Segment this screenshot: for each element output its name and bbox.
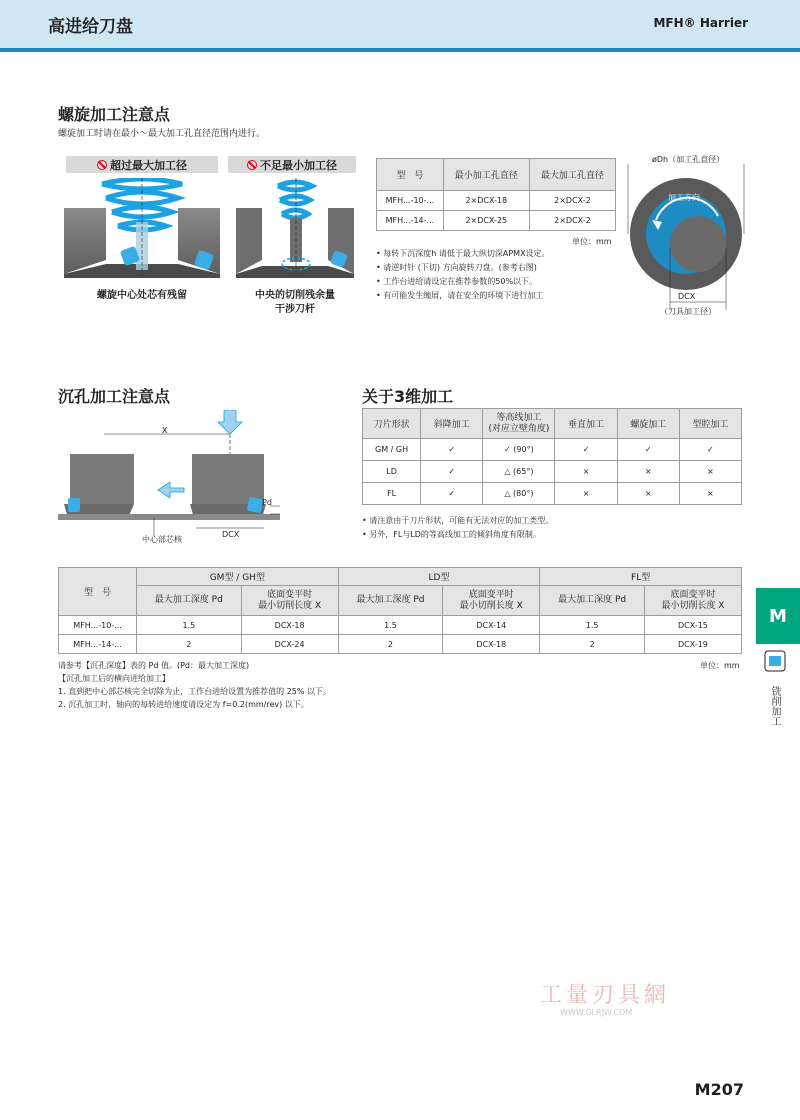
table-row — [59, 616, 742, 635]
watermark: 工量刃具網 — [540, 983, 671, 1008]
tool-diameter-label: （刀具加工径） — [660, 307, 716, 316]
prohibited-icon — [247, 160, 257, 170]
bottom-notes — [58, 659, 678, 711]
spiral-diameter-table — [376, 158, 616, 231]
cell: 2 — [540, 635, 645, 654]
table-row — [377, 211, 616, 231]
cell: × — [555, 461, 617, 483]
table-row — [363, 439, 742, 461]
side-category-label: 铣削加工 — [769, 686, 780, 726]
note-line: • 工作台进给请设定在推荐参数的50%以下。 — [376, 277, 538, 286]
prohibited-icon — [97, 160, 107, 170]
cell: MFH...-14-... — [377, 211, 444, 231]
warn-under-min — [228, 156, 356, 173]
caption-interferes-holder: 干涉刀杆 — [275, 304, 315, 315]
three-d-notes — [362, 514, 742, 542]
cell: 2 — [338, 635, 443, 654]
cell: 2×DCX-25 — [443, 211, 529, 231]
note-line: 2. 沉孔加工时，轴向的每转进给速度请设定为 f=0.2(mm/rev) 以下。 — [58, 700, 309, 709]
cell: × — [679, 483, 741, 505]
cell: DCX-24 — [241, 635, 338, 654]
cell: 1.5 — [137, 616, 242, 635]
group-fl: FL型 — [540, 568, 742, 586]
note-line: • 有可能发生缠屑，请在安全的环境下进行加工 — [376, 291, 544, 300]
spiral-under-min-illustration — [234, 178, 356, 282]
three-d-section-title: 关于3维加工 — [362, 387, 454, 406]
col-max-depth: 最大加工深度 Pd — [540, 586, 645, 616]
note-line: • 请逆时针 (下切) 方向旋转刀盘。(参考右图) — [376, 263, 537, 272]
col-model: 型 号 — [377, 159, 444, 191]
cell: 2×DCX-2 — [529, 211, 615, 231]
note-line: • 请注意由于刀片形状，可能有无法对应的加工类型。 — [362, 516, 554, 525]
cell: MFH...-14-... — [59, 635, 137, 654]
cell: 2 — [137, 635, 242, 654]
watermark-url: WWW.GLRJW.COM — [560, 1008, 633, 1017]
col-max-depth: 最大加工深度 Pd — [137, 586, 242, 616]
hole-diameter-label: øDh（加工孔直径） — [652, 155, 725, 164]
note-line: • 每转下沉深度h 请低于最大纵切深APMX设定。 — [376, 249, 550, 258]
label-center-core: 中心部芯核 — [142, 535, 182, 544]
caption-center-residual: 中央的切削残余量 — [255, 290, 335, 301]
note-line: • 另外，FL与LD的等高线加工的倾斜角度有限制。 — [362, 530, 541, 539]
cell: DCX-18 — [241, 616, 338, 635]
cell: × — [555, 483, 617, 505]
cell: ✓ — [421, 461, 483, 483]
milling-icon — [764, 650, 786, 672]
col-min-length: 底面变平时 最小切削长度 X — [644, 586, 741, 616]
unit-label: 单位：mm — [700, 661, 740, 670]
cell: △ (65°) — [483, 461, 555, 483]
cell: ✓ — [555, 439, 617, 461]
col-min-length: 底面变平时 最小切削长度 X — [443, 586, 540, 616]
cell: LD — [363, 461, 421, 483]
three-d-table — [362, 408, 742, 505]
cell: ✓ — [679, 439, 741, 461]
col-max-depth: 最大加工深度 Pd — [338, 586, 443, 616]
table-row — [363, 461, 742, 483]
warn-over-max — [66, 156, 218, 173]
cell: DCX-19 — [644, 635, 741, 654]
counterbore-illustration — [58, 410, 282, 550]
cell: 1.5 — [338, 616, 443, 635]
cell: DCX-14 — [443, 616, 540, 635]
col-contour: 等高线加工 (对应立壁角度) — [483, 409, 555, 439]
header-rule — [0, 48, 800, 52]
warn-over-max-label: 超过最大加工径 — [110, 158, 187, 172]
cell: MFH...-10-... — [377, 191, 444, 211]
spiral-section-title: 螺旋加工注意点 — [58, 105, 171, 124]
col-min-diameter: 最小加工孔直径 — [443, 159, 529, 191]
caption-center-core-remains: 螺旋中心处芯有残留 — [97, 290, 187, 301]
warn-under-min-label: 不足最小加工径 — [260, 158, 337, 172]
spiral-subtitle: 螺旋加工时请在最小～最大加工孔直径范围内进行。 — [58, 129, 266, 139]
cell: ✓ (90°) — [483, 439, 555, 461]
cell: DCX-15 — [644, 616, 741, 635]
col-insert-shape: 刀片形状 — [363, 409, 421, 439]
cell: 2×DCX-18 — [443, 191, 529, 211]
cell: 1.5 — [540, 616, 645, 635]
cell: × — [617, 483, 679, 505]
direction-label: 加工方向 — [668, 193, 700, 202]
table-row — [377, 191, 616, 211]
dcx-label: DCX — [678, 292, 696, 301]
note-line: 请参考【沉孔深度】表的 Pd 值。(Pd：最大加工深度) — [58, 661, 250, 670]
cell: 2×DCX-2 — [529, 191, 615, 211]
cell: ✓ — [421, 439, 483, 461]
label-dcx: DCX — [222, 530, 240, 539]
table-row — [59, 635, 742, 654]
col-max-diameter: 最大加工孔直径 — [529, 159, 615, 191]
brand-name: MFH® Harrier — [653, 16, 748, 30]
note-line: 1. 直到把中心部芯核完全切除为止，工作台进给设置为推荐值的 25% 以下。 — [58, 687, 332, 696]
cell: MFH...-10-... — [59, 616, 137, 635]
note-line: 【沉孔加工后的横向进给加工】 — [58, 674, 170, 683]
col-helical: 螺旋加工 — [617, 409, 679, 439]
cell: × — [679, 461, 741, 483]
col-min-length: 底面变平时 最小切削长度 X — [241, 586, 338, 616]
cell: FL — [363, 483, 421, 505]
label-pd: Pd — [262, 498, 272, 507]
page-number: M207 — [694, 1080, 744, 1099]
counterbore-depth-table — [58, 567, 742, 654]
label-x: X — [162, 426, 168, 435]
col-ramping: 斜降加工 — [421, 409, 483, 439]
group-ld: LD型 — [338, 568, 540, 586]
unit-label: 单位：mm — [572, 237, 612, 246]
cell: DCX-18 — [443, 635, 540, 654]
cell: △ (80°) — [483, 483, 555, 505]
section-tab[interactable]: M — [756, 588, 800, 644]
table-row — [363, 483, 742, 505]
cell: ✓ — [617, 439, 679, 461]
col-model: 型 号 — [59, 568, 137, 616]
spiral-notes — [376, 247, 616, 303]
cell: GM / GH — [363, 439, 421, 461]
col-plunge: 垂直加工 — [555, 409, 617, 439]
col-pocket: 型腔加工 — [679, 409, 741, 439]
spiral-over-max-illustration — [62, 178, 222, 282]
cell: × — [617, 461, 679, 483]
counterbore-section-title: 沉孔加工注意点 — [58, 387, 171, 406]
cell: ✓ — [421, 483, 483, 505]
page-title: 高进给刀盘 — [48, 17, 133, 37]
group-gm-gh: GM型 / GH型 — [137, 568, 339, 586]
